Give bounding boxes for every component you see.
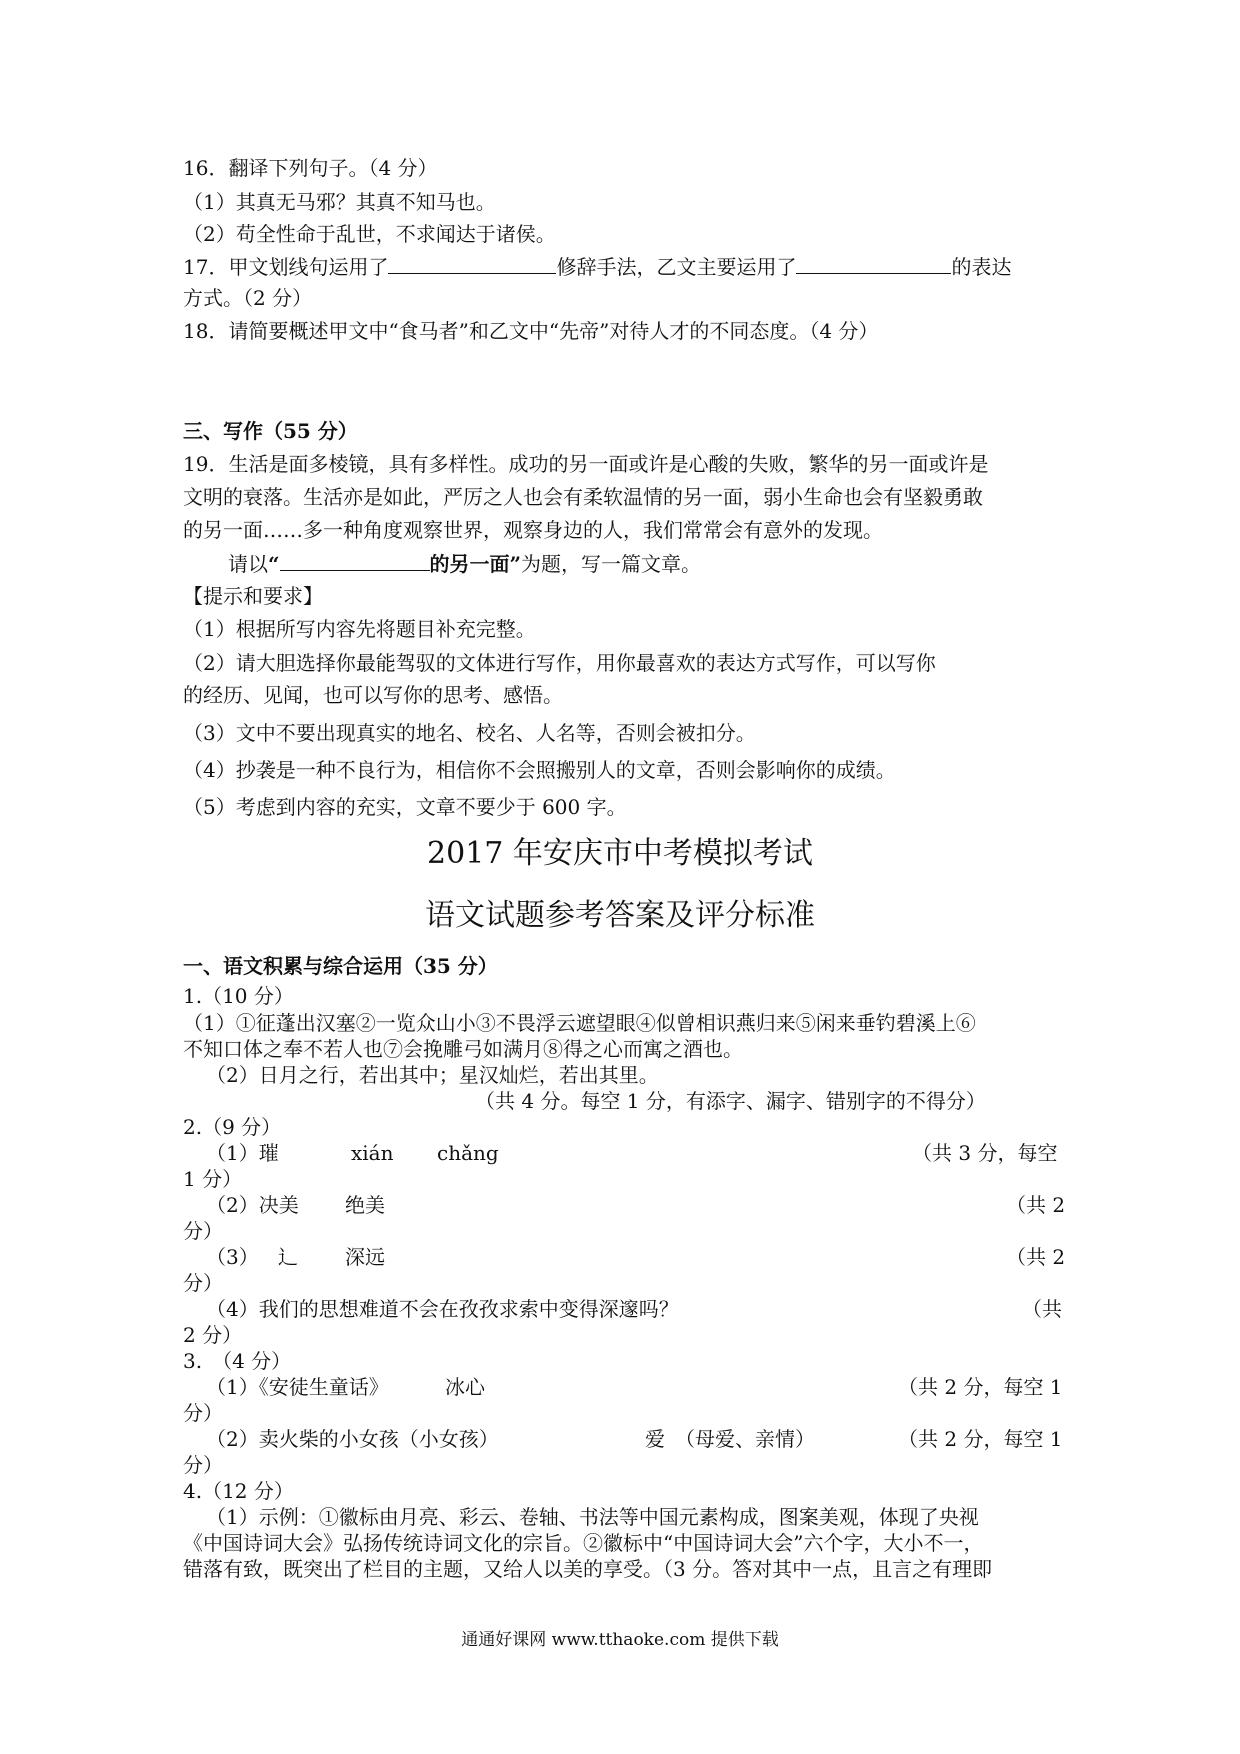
- question-17-part-a: 17．甲文划线句运用了: [183, 255, 389, 279]
- answer-2-item-1: （1）璀: [206, 1141, 279, 1165]
- score-note: （共 2: [1006, 1193, 1066, 1217]
- score-note: （共 3 分，每空: [912, 1141, 1058, 1165]
- tip-3: （3）文中不要出现真实的地名、校名、人名等，否则会被扣分。: [183, 721, 756, 745]
- answer-3-heading: 3. （4 分）: [183, 1349, 292, 1373]
- question-19-line: 的另一面……多一种角度观察世界，观察身边的人，我们常常会有意外的发现。: [183, 518, 883, 542]
- question-19-line: 19．生活是面多棱镜，具有多样性。成功的另一面或许是心酸的失败，繁华的另一面或许是: [183, 452, 989, 476]
- radical-answer: 辶: [278, 1245, 298, 1269]
- question-16-item-2: （2）苟全性命于乱世，不求闻达于诸侯。: [183, 222, 556, 246]
- question-17-part-b: 修辞手法，乙文主要运用了: [556, 255, 797, 279]
- writing-prompt-tail: 为题，写一篇文章。: [521, 552, 702, 576]
- answer-2-item-3: （3）: [206, 1245, 259, 1269]
- score-note-continued: 2 分）: [183, 1323, 243, 1347]
- answers-title: 2017 年安庆市中考模拟考试: [427, 836, 813, 871]
- writing-heading: 三、写作（55 分）: [183, 419, 358, 443]
- question-17-part-c: 的表达: [951, 255, 1012, 279]
- answer-2-item-2-correction: 绝美: [345, 1193, 385, 1217]
- answer-1-line: （1）①征蓬出汉塞②一览众山小③不畏浮云遮望眼④似曾相识燕归来⑤闲来垂钓碧溪上⑥: [183, 1011, 976, 1035]
- score-note: （共 2 分，每空 1: [898, 1375, 1063, 1399]
- answer-1-scoring-note: （共 4 分。每空 1 分，有添字、漏字、错别字的不得分）: [475, 1089, 986, 1113]
- tip-2: （2）请大胆选择你最能驾驭的文体进行写作，用你最喜欢的表达方式写作，可以写你: [183, 651, 936, 675]
- answer-1-heading: 1.（10 分）: [183, 984, 294, 1008]
- answer-3-item-2: （2）卖火柴的小女孩（小女孩）: [206, 1427, 499, 1451]
- score-note: （共: [1022, 1297, 1062, 1321]
- score-note: （共 2 分，每空 1: [898, 1427, 1063, 1451]
- answer-4-line: 错落有致，既突出了栏目的主题，又给人以美的享受。（3 分。答对其中一点，且言之有理即: [183, 1557, 993, 1581]
- answer-2-heading: 2.（9 分）: [183, 1115, 282, 1139]
- question-16: 16．翻译下列句子。（4 分）: [183, 156, 438, 180]
- score-note-continued: 1 分）: [183, 1167, 243, 1191]
- tips-title: 【提示和要求】: [183, 584, 323, 608]
- answer-2-item-3-meaning: 深远: [345, 1245, 385, 1269]
- answers-subtitle: 语文试题参考答案及评分标准: [425, 898, 815, 933]
- answer-3-item-1-author: 冰心: [445, 1375, 485, 1399]
- answer-4-line: （1）示例：①徽标由月亮、彩云、卷轴、书法等中国元素构成，图案美观，体现了央视: [206, 1505, 979, 1529]
- pinyin-answer: xián: [351, 1141, 394, 1165]
- question-18: 18．请简要概述甲文中“食马者”和乙文中“先帝”对待人才的不同态度。（4 分）: [183, 319, 879, 343]
- answer-4-line: 《中国诗词大会》弘扬传统诗词文化的宗旨。②徽标中“中国诗词大会”六个字，大小不一，: [183, 1531, 984, 1555]
- question-19-line: 文明的衰落。生活亦是如此，严厉之人也会有柔软温情的另一面，弱小生命也会有坚毅勇敢: [183, 485, 983, 509]
- tip-5: （5）考虑到内容的充实，文章不要少于 600 字。: [183, 795, 627, 819]
- tip-2-continued: 的经历、见闻，也可以写你的思考、感悟。: [183, 683, 563, 707]
- question-16-item-1: （1）其真无马邪？其真不知马也。: [183, 190, 496, 214]
- score-note-continued: 分）: [183, 1219, 223, 1243]
- answer-1-item-2: （2）日月之行，若出其中；星汉灿烂，若出其里。: [206, 1063, 659, 1087]
- writing-prompt: [228, 550, 701, 577]
- answer-blank[interactable]: [388, 253, 556, 274]
- question-17: [183, 253, 1011, 280]
- score-note-continued: 分）: [183, 1453, 223, 1477]
- answer-2-item-2: （2）决美: [206, 1193, 299, 1217]
- score-note-continued: 分）: [183, 1271, 223, 1295]
- writing-prompt-title: 的另一面”: [429, 552, 522, 576]
- tip-1: （1）根据所写内容先将题目补充完整。: [183, 617, 536, 641]
- section-1-heading: 一、语文积累与综合运用（35 分）: [183, 954, 498, 978]
- title-blank[interactable]: [280, 550, 430, 571]
- writing-prompt-lead: 请以: [228, 552, 268, 576]
- answer-1-line: 不知口体之奉不若人也⑦会挽雕弓如满月⑧得之心而寓之酒也。: [183, 1037, 743, 1061]
- answer-blank[interactable]: [796, 253, 951, 274]
- pinyin-answer: chǎng: [437, 1141, 499, 1165]
- page-footer: 通通好课网 www.tthaoke.com 提供下载: [461, 1630, 779, 1650]
- tip-4: （4）抄袭是一种不良行为，相信你不会照搬别人的文章，否则会影响你的成绩。: [183, 758, 896, 782]
- writing-prompt-open-quote: “: [268, 552, 280, 576]
- answer-4-heading: 4.（12 分）: [183, 1479, 294, 1503]
- score-note-continued: 分）: [183, 1401, 223, 1425]
- answer-2-item-4: （4）我们的思想难道不会在孜孜求索中变得深邃吗？: [206, 1297, 679, 1321]
- answer-3-item-2-theme: 爱 （母爱、亲情）: [645, 1427, 815, 1451]
- score-note: （共 2: [1006, 1245, 1066, 1269]
- question-17-continued: 方式。（2 分）: [183, 286, 313, 310]
- answer-3-item-1: （1）《安徒生童话》: [206, 1375, 389, 1399]
